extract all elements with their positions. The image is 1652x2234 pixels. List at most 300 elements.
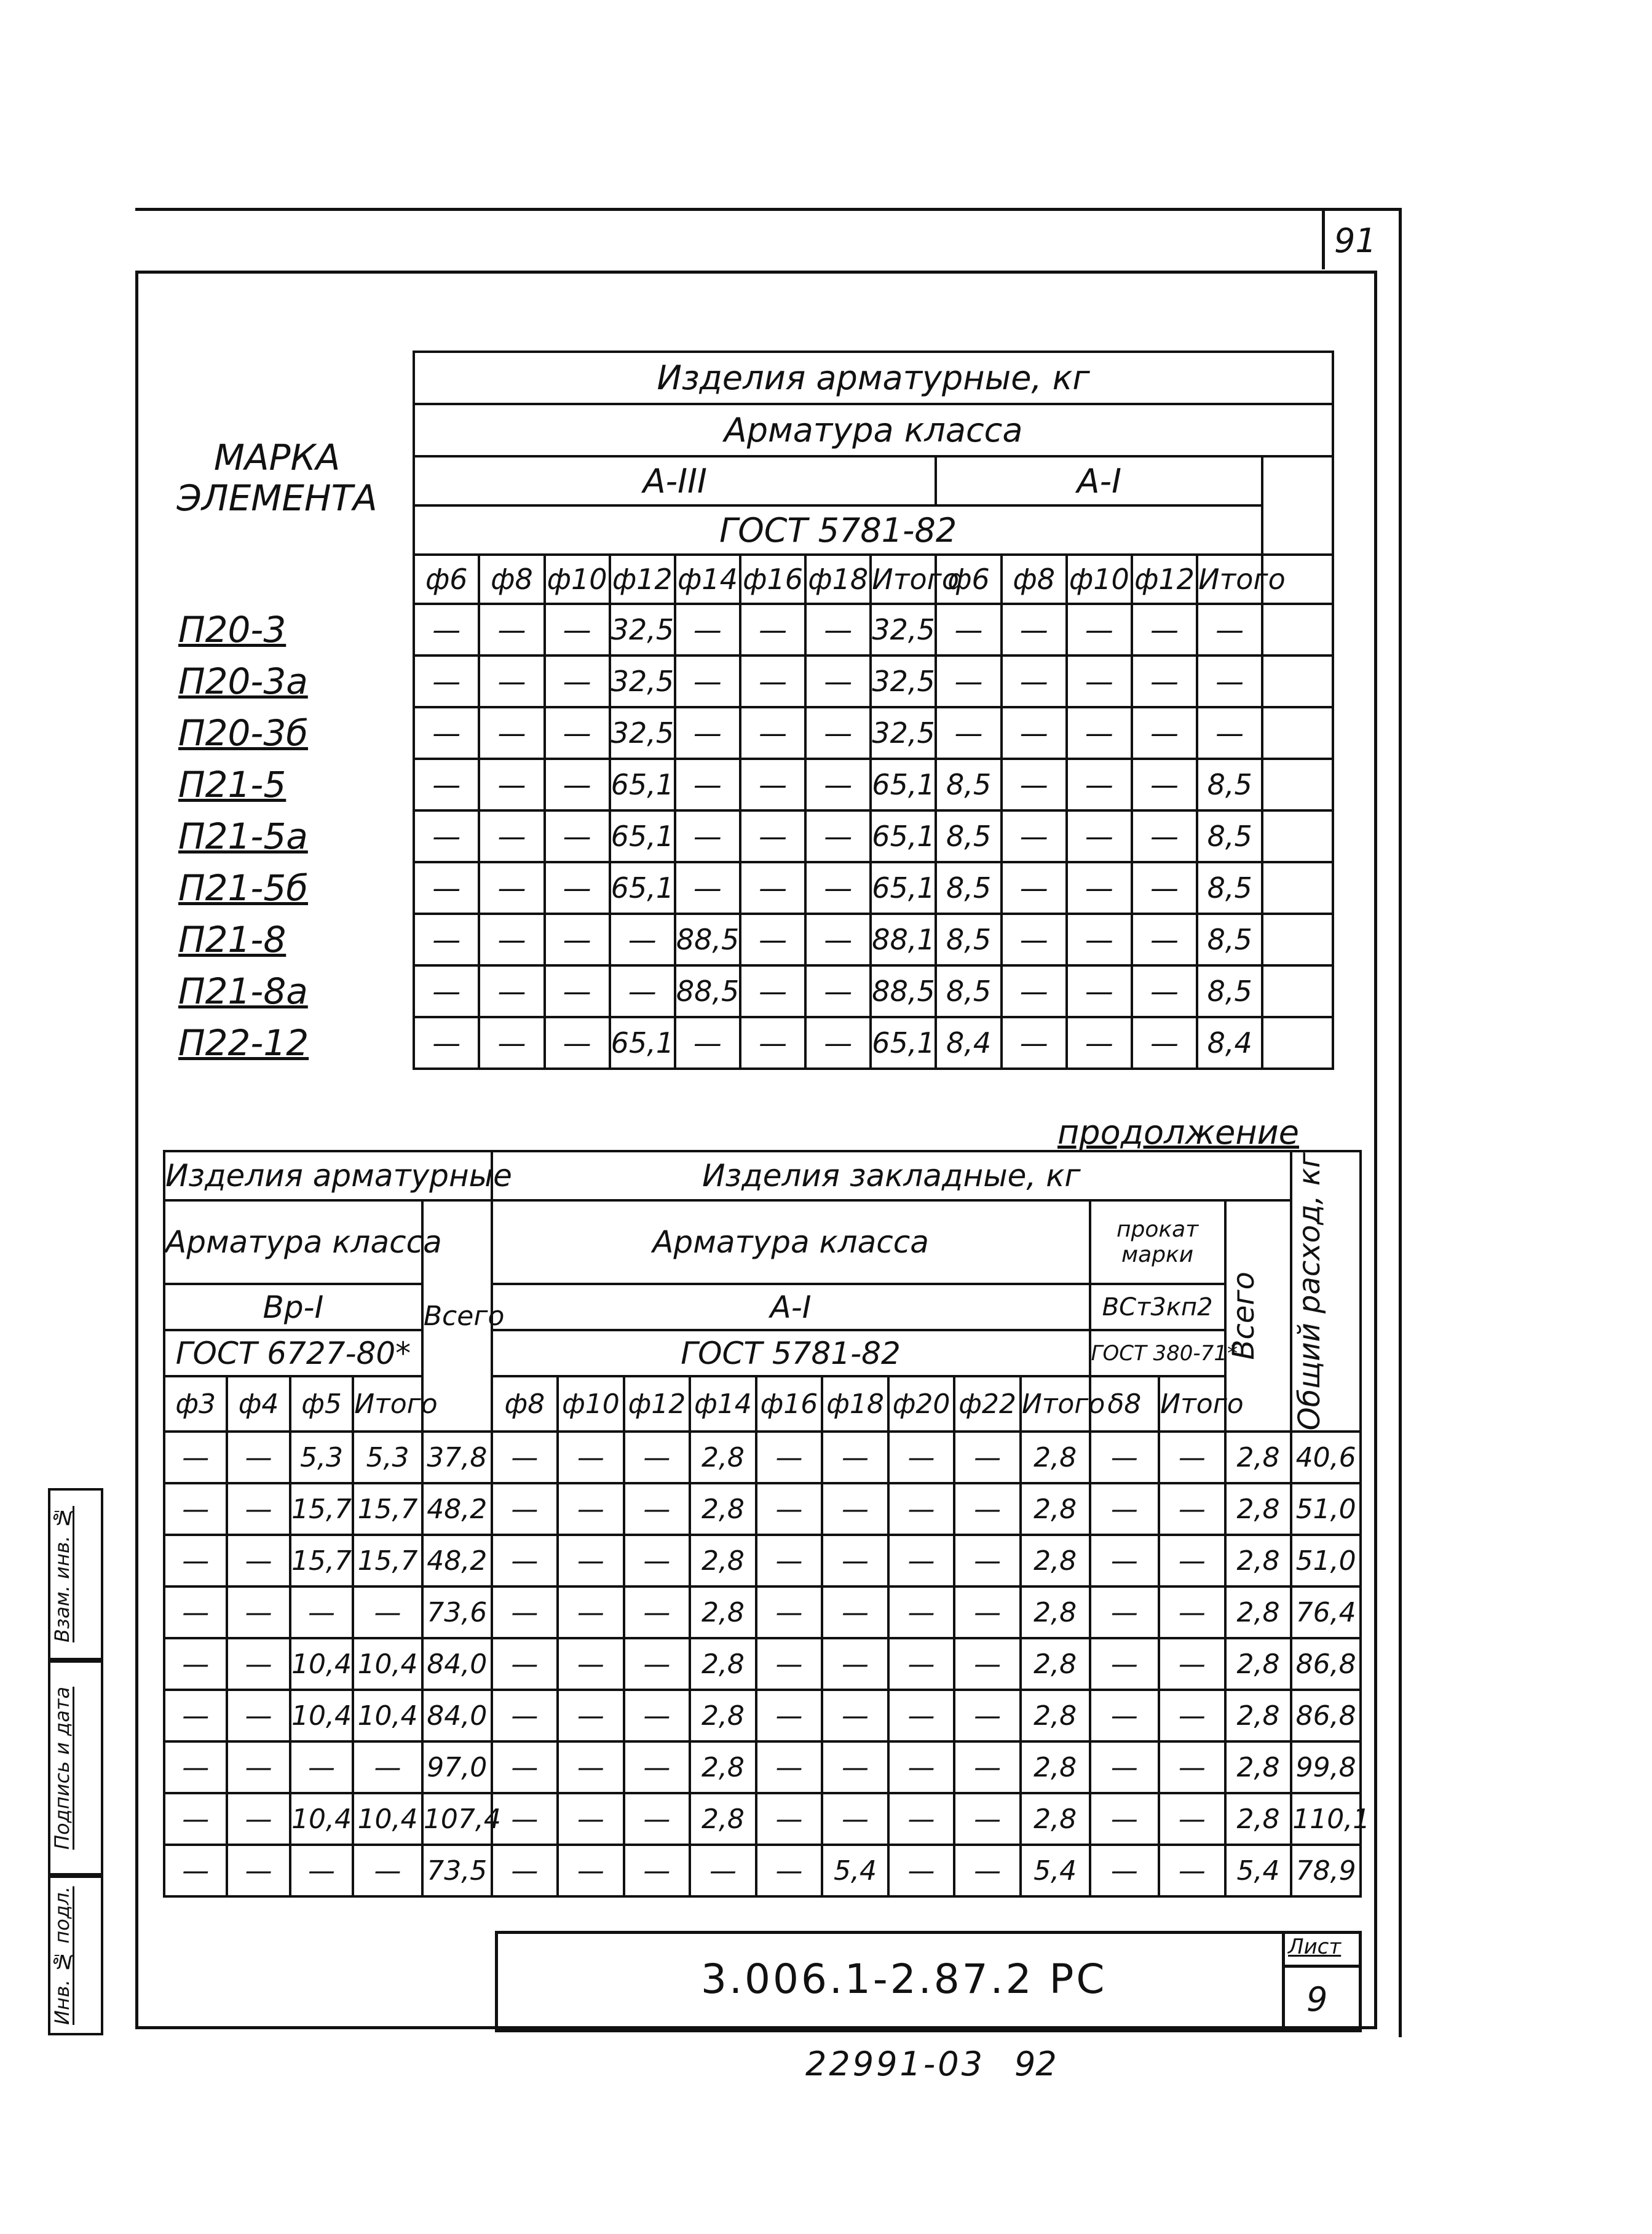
- table-cell: 2,8: [1225, 1690, 1292, 1741]
- table-cell: —: [756, 1638, 823, 1690]
- top-rule: [135, 208, 1402, 211]
- table-cell: 15,7: [353, 1535, 422, 1586]
- table-cell: —: [1067, 604, 1132, 656]
- table-cell: —: [822, 1638, 888, 1690]
- table-cell: 32,5: [871, 656, 936, 707]
- table-cell: —: [479, 759, 544, 810]
- total-header: Общий расход, кг: [1291, 1151, 1361, 1432]
- table-cell: —: [164, 1586, 227, 1638]
- table-cell: —: [740, 707, 805, 759]
- table-cell: —: [1090, 1483, 1160, 1535]
- table-cell: —: [164, 1638, 227, 1690]
- table-cell: —: [1197, 707, 1262, 759]
- table-cell: —: [290, 1586, 353, 1638]
- table-cell: —: [1197, 656, 1262, 707]
- table-cell: —: [822, 1690, 888, 1741]
- element-mark: П21-5а: [178, 815, 308, 857]
- table-cell: —: [558, 1690, 624, 1741]
- table-cell: —: [822, 1432, 888, 1483]
- embedded-header: Изделия закладные, кг: [492, 1151, 1292, 1200]
- table-cell: 2,8: [690, 1535, 756, 1586]
- table-cell: 65,1: [610, 1017, 675, 1069]
- col-header: ф16: [740, 555, 805, 604]
- col-header: ф18: [805, 555, 871, 604]
- element-mark: П21-5б: [178, 867, 309, 909]
- gost-6727-header: ГОСТ 6727-80*: [164, 1330, 422, 1376]
- table-cell: 15,7: [353, 1483, 422, 1535]
- table-cell: —: [492, 1845, 558, 1896]
- col-header: ф12: [624, 1376, 690, 1432]
- col-header: ф12: [610, 555, 675, 604]
- table-cell: 32,5: [871, 707, 936, 759]
- element-mark: П20-3а: [178, 660, 308, 702]
- table-cell: —: [492, 1741, 558, 1793]
- table-cell: —: [353, 1741, 422, 1793]
- element-mark: П20-3б: [178, 712, 309, 754]
- prokat-header: прокат марки: [1090, 1200, 1225, 1284]
- table-cell: —: [1067, 862, 1132, 914]
- table-cell: —: [740, 656, 805, 707]
- table-cell: —: [1090, 1586, 1160, 1638]
- table-cell: 2,8: [1021, 1690, 1090, 1741]
- table-cell: —: [805, 656, 871, 707]
- table-row: [141, 914, 1333, 965]
- table-cell: —: [675, 759, 740, 810]
- table-cell: —: [492, 1586, 558, 1638]
- continuation-label: продолжение: [1057, 1113, 1300, 1152]
- table-cell: —: [1132, 914, 1197, 965]
- table-cell: —: [545, 914, 610, 965]
- table-cell: 65,1: [610, 862, 675, 914]
- element-mark: П21-5: [178, 764, 287, 806]
- table-cell: —: [805, 604, 871, 656]
- mark-header: МАРКА ЭЛЕМЕНТА: [176, 437, 377, 519]
- table-row: [164, 1586, 1361, 1638]
- table-cell: —: [805, 965, 871, 1017]
- table-cell: 86,8: [1291, 1690, 1361, 1741]
- table-cell: —: [1002, 759, 1067, 810]
- table-cell: —: [479, 965, 544, 1017]
- table-cell: —: [610, 914, 675, 965]
- table-cell: —: [954, 1432, 1021, 1483]
- table-cell: —: [740, 810, 805, 862]
- arm-products-header: Изделия арматурные: [164, 1151, 492, 1200]
- table-cell: —: [1132, 965, 1197, 1017]
- table-cell: —: [822, 1483, 888, 1535]
- col-header: ф8: [492, 1376, 558, 1432]
- table-cell: 8,5: [936, 810, 1001, 862]
- table-cell: —: [492, 1638, 558, 1690]
- table-cell: —: [756, 1690, 823, 1741]
- table-cell: —: [558, 1586, 624, 1638]
- table-row: [164, 1638, 1361, 1690]
- table-cell: 2,8: [1021, 1586, 1090, 1638]
- table-cell: 8,5: [936, 759, 1001, 810]
- table-cell: —: [1002, 656, 1067, 707]
- table-cell: —: [558, 1483, 624, 1535]
- table-cell: —: [756, 1741, 823, 1793]
- embedded-parts-table: [163, 1150, 1370, 1898]
- col-header: ф18: [822, 1376, 888, 1432]
- table-cell: —: [164, 1483, 227, 1535]
- table-cell: 8,5: [1197, 810, 1262, 862]
- table-cell: 8,5: [936, 914, 1001, 965]
- table-cell: —: [1067, 707, 1132, 759]
- table-cell: —: [414, 1017, 479, 1069]
- table-cell: —: [805, 810, 871, 862]
- table-row: [164, 1793, 1361, 1845]
- table-cell: 110,1: [1291, 1793, 1361, 1845]
- table-cell: —: [1002, 1017, 1067, 1069]
- table-cell: —: [740, 1017, 805, 1069]
- table-cell: —: [414, 810, 479, 862]
- table-cell: —: [492, 1690, 558, 1741]
- table-cell: —: [954, 1845, 1021, 1896]
- table-cell: —: [290, 1741, 353, 1793]
- table-cell: —: [756, 1535, 823, 1586]
- table-cell: —: [1197, 604, 1262, 656]
- table-cell: —: [227, 1535, 290, 1586]
- table-cell: —: [1159, 1586, 1225, 1638]
- table-cell: 8,5: [1197, 965, 1262, 1017]
- table-cell: 32,5: [871, 604, 936, 656]
- col-header: ф6: [936, 555, 1001, 604]
- table-cell: —: [1002, 965, 1067, 1017]
- element-mark: П20-3: [178, 609, 287, 651]
- embedded-class-header: Арматура класса: [492, 1200, 1090, 1284]
- table-cell: —: [954, 1690, 1021, 1741]
- table-cell: —: [1159, 1638, 1225, 1690]
- table-cell: —: [888, 1483, 955, 1535]
- table-cell: 8,5: [936, 965, 1001, 1017]
- element-mark: П22-12: [178, 1022, 309, 1064]
- table-cell: 10,4: [290, 1793, 353, 1845]
- table-cell: —: [624, 1638, 690, 1690]
- col-header: ф6: [414, 555, 479, 604]
- table-cell: 2,8: [1021, 1535, 1090, 1586]
- table-cell: —: [1090, 1432, 1160, 1483]
- table-cell: 2,8: [1225, 1432, 1292, 1483]
- table-cell: —: [1132, 1017, 1197, 1069]
- table-cell: 65,1: [871, 759, 936, 810]
- table-cell: —: [414, 914, 479, 965]
- table-cell: —: [1067, 759, 1132, 810]
- table-cell: —: [479, 656, 544, 707]
- table-cell: 5,3: [353, 1432, 422, 1483]
- document-code: 3.006.1-2.87.2 РС: [701, 1955, 1107, 2003]
- table-cell: —: [740, 759, 805, 810]
- table-cell: —: [558, 1432, 624, 1483]
- table-cell: —: [227, 1793, 290, 1845]
- table-cell: 2,8: [690, 1741, 756, 1793]
- gost-header: ГОСТ 5781-82: [414, 505, 1262, 555]
- table-cell: —: [479, 914, 544, 965]
- table-cell: —: [936, 707, 1001, 759]
- table-row: [141, 965, 1333, 1017]
- table-row: [164, 1432, 1361, 1483]
- table-cell: 88,5: [675, 914, 740, 965]
- table-row: [141, 656, 1333, 707]
- table-cell: —: [888, 1638, 955, 1690]
- vsego-header: Всего: [422, 1200, 492, 1432]
- table-cell: 8,4: [1197, 1017, 1262, 1069]
- col-header: ф12: [1132, 555, 1197, 604]
- table-cell: —: [1090, 1690, 1160, 1741]
- table-cell: —: [888, 1741, 955, 1793]
- table-cell: —: [492, 1432, 558, 1483]
- col-header: ф4: [227, 1376, 290, 1432]
- table-cell: —: [545, 604, 610, 656]
- table-cell: —: [1002, 914, 1067, 965]
- table-cell: —: [1002, 862, 1067, 914]
- table-cell: —: [1132, 759, 1197, 810]
- table-row: [164, 1483, 1361, 1535]
- table-cell: —: [936, 656, 1001, 707]
- prokat-mark: ВСт3кп2: [1090, 1284, 1225, 1330]
- table-cell: 32,5: [610, 604, 675, 656]
- table-cell: —: [805, 914, 871, 965]
- table-cell: —: [545, 810, 610, 862]
- table-cell: 65,1: [871, 1017, 936, 1069]
- table-cell: —: [227, 1483, 290, 1535]
- table-cell: —: [558, 1535, 624, 1586]
- table-cell: —: [479, 862, 544, 914]
- table-cell: —: [954, 1638, 1021, 1690]
- table-cell: —: [936, 604, 1001, 656]
- col-header: Итого: [1197, 555, 1262, 604]
- sheet-cell-divider: [1282, 1965, 1362, 1968]
- table-row: [164, 1690, 1361, 1741]
- table-cell: —: [414, 965, 479, 1017]
- bp1-header: Вр-I: [164, 1284, 422, 1330]
- table-cell: —: [690, 1845, 756, 1896]
- table-cell: —: [1067, 1017, 1132, 1069]
- table-cell: 5,3: [290, 1432, 353, 1483]
- table-cell: —: [888, 1845, 955, 1896]
- table-cell: —: [756, 1483, 823, 1535]
- table-cell: —: [1159, 1845, 1225, 1896]
- table-cell: —: [1002, 810, 1067, 862]
- table-cell: —: [227, 1690, 290, 1741]
- col-header: ф10: [558, 1376, 624, 1432]
- table-cell: 97,0: [422, 1741, 492, 1793]
- table-row: [164, 1535, 1361, 1586]
- table-cell: —: [414, 604, 479, 656]
- table-cell: —: [624, 1586, 690, 1638]
- class-a3: А-III: [414, 456, 936, 505]
- table-cell: 2,8: [1225, 1586, 1292, 1638]
- table-cell: —: [479, 810, 544, 862]
- table-cell: —: [164, 1690, 227, 1741]
- table-cell: —: [1002, 707, 1067, 759]
- table-cell: —: [1132, 604, 1197, 656]
- table-cell: 37,8: [422, 1432, 492, 1483]
- table-cell: —: [740, 862, 805, 914]
- col-header: ф8: [1002, 555, 1067, 604]
- table-cell: —: [675, 862, 740, 914]
- element-mark: П21-8: [178, 919, 287, 961]
- col-header: Итого: [871, 555, 936, 604]
- table-cell: 86,8: [1291, 1638, 1361, 1690]
- table-cell: —: [414, 759, 479, 810]
- table-cell: —: [1132, 810, 1197, 862]
- stamp-inv-original: Инв. № подл.: [48, 1876, 103, 2035]
- table-cell: —: [624, 1432, 690, 1483]
- table-cell: 76,4: [1291, 1586, 1361, 1638]
- table-cell: —: [545, 707, 610, 759]
- table-cell: —: [624, 1483, 690, 1535]
- table-cell: —: [164, 1741, 227, 1793]
- table-cell: 2,8: [1021, 1432, 1090, 1483]
- table-cell: —: [545, 1017, 610, 1069]
- table-cell: —: [740, 914, 805, 965]
- table-cell: —: [479, 1017, 544, 1069]
- table-cell: —: [492, 1483, 558, 1535]
- table-cell: —: [545, 656, 610, 707]
- col-header: ф8: [479, 555, 544, 604]
- table-cell: —: [740, 604, 805, 656]
- table-cell: 2,8: [690, 1690, 756, 1741]
- table-cell: —: [822, 1586, 888, 1638]
- sheet-number: 9: [1306, 1980, 1328, 2019]
- col-header: ф16: [756, 1376, 823, 1432]
- table-cell: —: [558, 1793, 624, 1845]
- table-cell: 2,8: [690, 1793, 756, 1845]
- table-cell: —: [1067, 914, 1132, 965]
- table-cell: —: [227, 1638, 290, 1690]
- table-cell: —: [756, 1845, 823, 1896]
- table-cell: 2,8: [1225, 1638, 1292, 1690]
- table-cell: 51,0: [1291, 1535, 1361, 1586]
- class-a1: А-I: [936, 456, 1262, 505]
- table-cell: —: [675, 656, 740, 707]
- table-cell: 5,4: [1021, 1845, 1090, 1896]
- table-cell: —: [756, 1432, 823, 1483]
- table-cell: —: [1132, 656, 1197, 707]
- table-cell: —: [624, 1741, 690, 1793]
- table-cell: —: [888, 1690, 955, 1741]
- table-cell: —: [805, 862, 871, 914]
- table-cell: —: [624, 1535, 690, 1586]
- col-header: ф10: [545, 555, 610, 604]
- table-cell: 8,5: [1197, 862, 1262, 914]
- table-row: [141, 1017, 1333, 1069]
- table-cell: 88,1: [871, 914, 936, 965]
- table-cell: —: [1090, 1793, 1160, 1845]
- table-cell: —: [1159, 1793, 1225, 1845]
- table-cell: —: [558, 1638, 624, 1690]
- table-cell: —: [479, 604, 544, 656]
- table-cell: 2,8: [1225, 1793, 1292, 1845]
- table-cell: 51,0: [1291, 1483, 1361, 1535]
- reinforcement-table: [141, 351, 1334, 1070]
- table-cell: —: [954, 1741, 1021, 1793]
- table-cell: —: [353, 1845, 422, 1896]
- table-cell: —: [822, 1741, 888, 1793]
- table-cell: —: [805, 707, 871, 759]
- table-cell: 88,5: [675, 965, 740, 1017]
- col-header: ф20: [888, 1376, 955, 1432]
- table-cell: 32,5: [610, 707, 675, 759]
- table-cell: 65,1: [871, 810, 936, 862]
- table-cell: 2,8: [1021, 1741, 1090, 1793]
- table-cell: 15,7: [290, 1483, 353, 1535]
- sheet-label: Лист: [1288, 1935, 1342, 1959]
- stamp-signature-date: Подпись и дата: [48, 1660, 103, 1876]
- vsego2-header: Всего: [1225, 1200, 1292, 1432]
- table-cell: 2,8: [1021, 1638, 1090, 1690]
- table-cell: 78,9: [1291, 1845, 1361, 1896]
- table-cell: 88,5: [871, 965, 936, 1017]
- table-cell: —: [624, 1793, 690, 1845]
- table-cell: —: [164, 1535, 227, 1586]
- column-header-row: [164, 1376, 1361, 1432]
- table-cell: 8,5: [1197, 914, 1262, 965]
- table-cell: —: [227, 1586, 290, 1638]
- table-cell: —: [1090, 1535, 1160, 1586]
- table-cell: 10,4: [290, 1638, 353, 1690]
- table-cell: 5,4: [1225, 1845, 1292, 1896]
- table-cell: —: [227, 1741, 290, 1793]
- table-cell: —: [954, 1483, 1021, 1535]
- table-cell: 2,8: [690, 1638, 756, 1690]
- right-rule-outer: [1399, 208, 1402, 2037]
- table-cell: 10,4: [353, 1793, 422, 1845]
- table-cell: —: [624, 1845, 690, 1896]
- table-cell: —: [1159, 1690, 1225, 1741]
- table-cell: 32,5: [610, 656, 675, 707]
- table-cell: —: [888, 1535, 955, 1586]
- table-cell: —: [1159, 1535, 1225, 1586]
- table-cell: —: [479, 707, 544, 759]
- table-cell: 65,1: [610, 759, 675, 810]
- col-header: Итого: [353, 1376, 422, 1432]
- table-cell: 10,4: [353, 1690, 422, 1741]
- table-cell: —: [1067, 965, 1132, 1017]
- col-header: δ8: [1090, 1376, 1160, 1432]
- col-header: ф14: [675, 555, 740, 604]
- products-header: Изделия арматурные, кг: [414, 352, 1333, 404]
- table-cell: —: [756, 1586, 823, 1638]
- table-cell: —: [414, 656, 479, 707]
- table-cell: 84,0: [422, 1638, 492, 1690]
- col-header: ф10: [1067, 555, 1132, 604]
- embedded-a1-header: А-I: [492, 1284, 1090, 1330]
- table-cell: —: [558, 1845, 624, 1896]
- table-cell: 48,2: [422, 1483, 492, 1535]
- table-cell: 2,8: [1225, 1741, 1292, 1793]
- table-row: [141, 707, 1333, 759]
- col-header: ф5: [290, 1376, 353, 1432]
- table-cell: —: [164, 1793, 227, 1845]
- table-cell: —: [1002, 604, 1067, 656]
- table-cell: 2,8: [690, 1586, 756, 1638]
- table-cell: —: [954, 1793, 1021, 1845]
- col-header: ф14: [690, 1376, 756, 1432]
- table-cell: 2,8: [1225, 1483, 1292, 1535]
- table-cell: —: [888, 1432, 955, 1483]
- table-cell: —: [227, 1432, 290, 1483]
- table-cell: —: [558, 1741, 624, 1793]
- table-cell: —: [545, 965, 610, 1017]
- table-cell: —: [756, 1793, 823, 1845]
- table-cell: 99,8: [1291, 1741, 1361, 1793]
- table-cell: 65,1: [610, 810, 675, 862]
- element-mark: П21-8а: [178, 970, 308, 1012]
- table-cell: 2,8: [1021, 1483, 1090, 1535]
- prokat-gost: ГОСТ 380-71*: [1090, 1330, 1225, 1376]
- table-cell: —: [545, 862, 610, 914]
